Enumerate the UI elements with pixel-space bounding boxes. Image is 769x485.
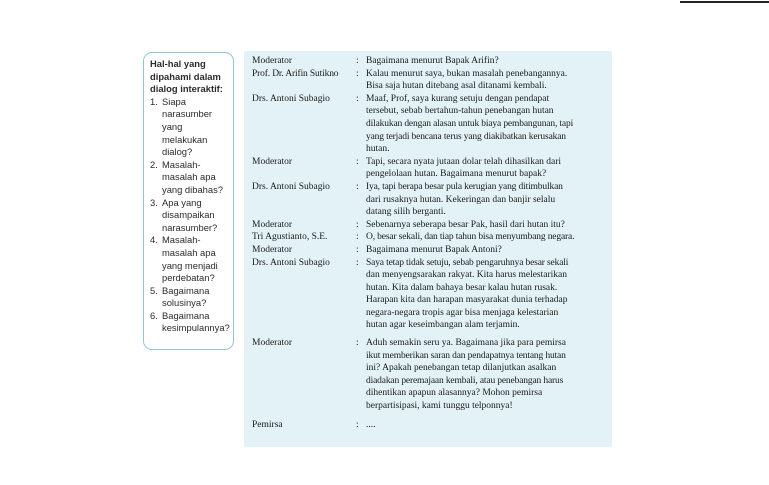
question-line: yang dibahas? — [162, 183, 223, 195]
question-line: masalah apa — [162, 171, 216, 183]
dialog-line: datang silih berganti. — [366, 207, 446, 218]
dialog-text — [366, 55, 616, 68]
question-line: Siapa — [162, 95, 186, 107]
question-item — [150, 197, 229, 235]
speaker-name: Prof. Dr. Arifin Sutikno — [252, 68, 339, 79]
dialog-line: berpartisipasi, kami tunggu telponnya! — [366, 401, 513, 412]
question-line: dialog? — [162, 146, 193, 158]
dialog-text — [366, 231, 616, 244]
question-item — [150, 285, 229, 310]
question-text — [162, 159, 229, 197]
dialog-line: ikut memberikan saran dan pendapatnya tentang hutan — [366, 350, 566, 361]
colon-separator: : — [356, 181, 359, 192]
dialog-row — [252, 93, 612, 156]
speaker-name: Moderator — [252, 338, 293, 349]
dialog-text — [366, 419, 616, 432]
question-list — [150, 96, 229, 335]
question-line: Bagaimana — [162, 284, 210, 296]
question-line: Apa yang — [162, 196, 202, 208]
question-number: 6. — [150, 309, 158, 321]
dialog-text — [366, 244, 616, 257]
question-line: melakukan — [162, 133, 208, 145]
dialog-text — [366, 93, 616, 156]
colon-separator: : — [356, 338, 359, 349]
speaker-name: Moderator — [252, 219, 293, 230]
dialog-line: pengelolaan hutan. Bagaimana menurut bapak? — [366, 169, 547, 180]
question-number: 3. — [150, 196, 158, 208]
dialog-line: Bagaimana menurut Bapak Arifin? — [366, 56, 499, 66]
dialog-line: O, besar sekali, dan tiap tahun bisa menyumbang negara. — [366, 232, 575, 243]
question-number: 4. — [150, 234, 158, 246]
colon-separator: : — [356, 257, 359, 268]
question-line: narasumber — [162, 108, 213, 120]
question-number: 2. — [150, 158, 158, 170]
question-line: Masalah- — [162, 158, 201, 170]
question-text — [162, 96, 229, 159]
dialog-line: Bagaimana menurut Bapak Antoni? — [366, 244, 502, 255]
dialog-line: dilakukan dengan alasan untuk biaya pembangunan, tapi — [366, 118, 574, 129]
colon-separator: : — [356, 219, 359, 230]
dialog-line: Bisa saja hutan ditebang asal ditanami kembali. — [366, 81, 547, 92]
speaker-name: Pemirsa — [252, 419, 283, 430]
dialog-row — [252, 337, 612, 413]
dialog-row — [252, 419, 612, 432]
question-item — [150, 159, 229, 197]
speaker-name: Drs. Antoni Subagio — [252, 93, 330, 104]
dialog-row — [252, 55, 612, 68]
top-rule — [680, 1, 769, 3]
sidebar-questions-box — [143, 52, 234, 350]
colon-separator: : — [356, 244, 359, 255]
dialog-line: Sebenarnya seberapa besar Pak, hasil dari hutan itu? — [366, 219, 565, 230]
question-text — [162, 285, 229, 310]
colon-separator: : — [356, 232, 359, 243]
question-line: perdebatan? — [162, 272, 215, 284]
colon-separator: : — [356, 419, 359, 430]
dialog-row — [252, 156, 612, 181]
question-line: yang — [162, 120, 183, 132]
dialog-line: negara-negara tropis agar bisa menjaga kelestarian — [366, 307, 559, 318]
sidebar-title — [150, 58, 229, 96]
sidebar-title-line: dipahami dalam — [150, 70, 221, 82]
colon-separator: : — [356, 93, 359, 104]
colon-separator: : — [356, 68, 359, 79]
dialog-line: dari rusaknya hutan. Kekeringan dan banjir selalu — [366, 194, 556, 205]
dialog-panel — [244, 51, 612, 447]
dialog-row — [252, 181, 612, 219]
dialog-line: Maaf, Prof, saya kurang setuju dengan pendapat — [366, 93, 550, 104]
question-line: solusinya? — [162, 297, 207, 309]
dialog-row — [252, 68, 612, 93]
sidebar-title-line: Hal-hal yang — [150, 58, 206, 69]
dialog-text — [366, 337, 616, 413]
dialog-row — [252, 219, 612, 232]
dialog-line: Harapan kita dan harapan masyarakat dunia terhadap — [366, 295, 568, 306]
colon-separator: : — [356, 156, 359, 167]
question-item — [150, 310, 229, 335]
sidebar-title-line: dialog interaktif: — [150, 83, 223, 95]
dialog-line: Saya tetap tidak setuju, sebab pengaruhnya besar sekali — [366, 257, 569, 268]
dialog-line: dan menyengsarakan rakyat. Kita harus melestarikan — [366, 270, 568, 281]
dialog-text — [366, 156, 616, 181]
question-item — [150, 234, 229, 284]
dialog-text — [366, 68, 616, 93]
question-number: 5. — [150, 284, 158, 296]
dialog-line: yang terjadi bencana terus yang diakibatkan kerusakan — [366, 131, 566, 142]
dialog-row — [252, 231, 612, 244]
dialog-text — [366, 181, 616, 219]
speaker-name: Drs. Antoni Subagio — [252, 257, 330, 268]
question-line: yang menjadi — [162, 259, 218, 271]
dialog-line: hutan agar keseimbangan alam terjamin. — [366, 320, 520, 331]
colon-separator: : — [356, 56, 359, 66]
dialog-row — [252, 244, 612, 257]
speaker-name: Tri Agustianto, S.E. — [252, 232, 328, 243]
speaker-name: Moderator — [252, 156, 293, 167]
dialog-line: Iya, tapi berapa besar pula kerugian yang ditimbulkan — [366, 181, 563, 192]
question-line: masalah apa — [162, 246, 216, 258]
dialog-line: .... — [366, 419, 376, 430]
question-line: disampaikan — [162, 209, 215, 221]
dialog-line: ini? Apakah penebangan tetap dilanjutkan asalkan — [366, 363, 557, 374]
dialog-line: hutan. — [366, 144, 390, 155]
dialog-line: dihentikan apapun alasannya? Mohon pemirsa — [366, 388, 543, 399]
question-line: narasumber? — [162, 221, 218, 233]
dialog-line: tersebut, sebab bertahun-tahun penebangan hutan — [366, 106, 554, 117]
dialog-line: diadakan peremajaan kembali, atau penebangan harus — [366, 375, 564, 386]
speaker-name: Moderator — [252, 56, 293, 66]
speaker-name: Moderator — [252, 244, 293, 255]
dialog-text — [366, 257, 616, 333]
question-line: Masalah- — [162, 234, 201, 246]
question-item — [150, 96, 229, 159]
dialog-line: hutan. Kita dalam bahaya besar kalau hutan rusak. — [366, 282, 558, 293]
dialog-line: Aduh semakin seru ya. Bagaimana jika para pemirsa — [366, 338, 566, 349]
dialog-line: Tapi, secara nyata jutaan dolar telah dihasilkan dari — [366, 156, 562, 167]
question-line: Bagaimana — [162, 309, 210, 321]
dialog-line: Kalau menurut saya, bukan masalah penebangannya. — [366, 68, 568, 79]
dialog-row — [252, 257, 612, 333]
question-number: 1. — [150, 95, 158, 107]
question-text — [162, 197, 229, 235]
dialog-text — [366, 219, 616, 232]
question-text — [162, 234, 229, 284]
question-line: kesimpulannya? — [162, 322, 230, 334]
speaker-name: Drs. Antoni Subagio — [252, 181, 330, 192]
question-text — [162, 310, 230, 335]
